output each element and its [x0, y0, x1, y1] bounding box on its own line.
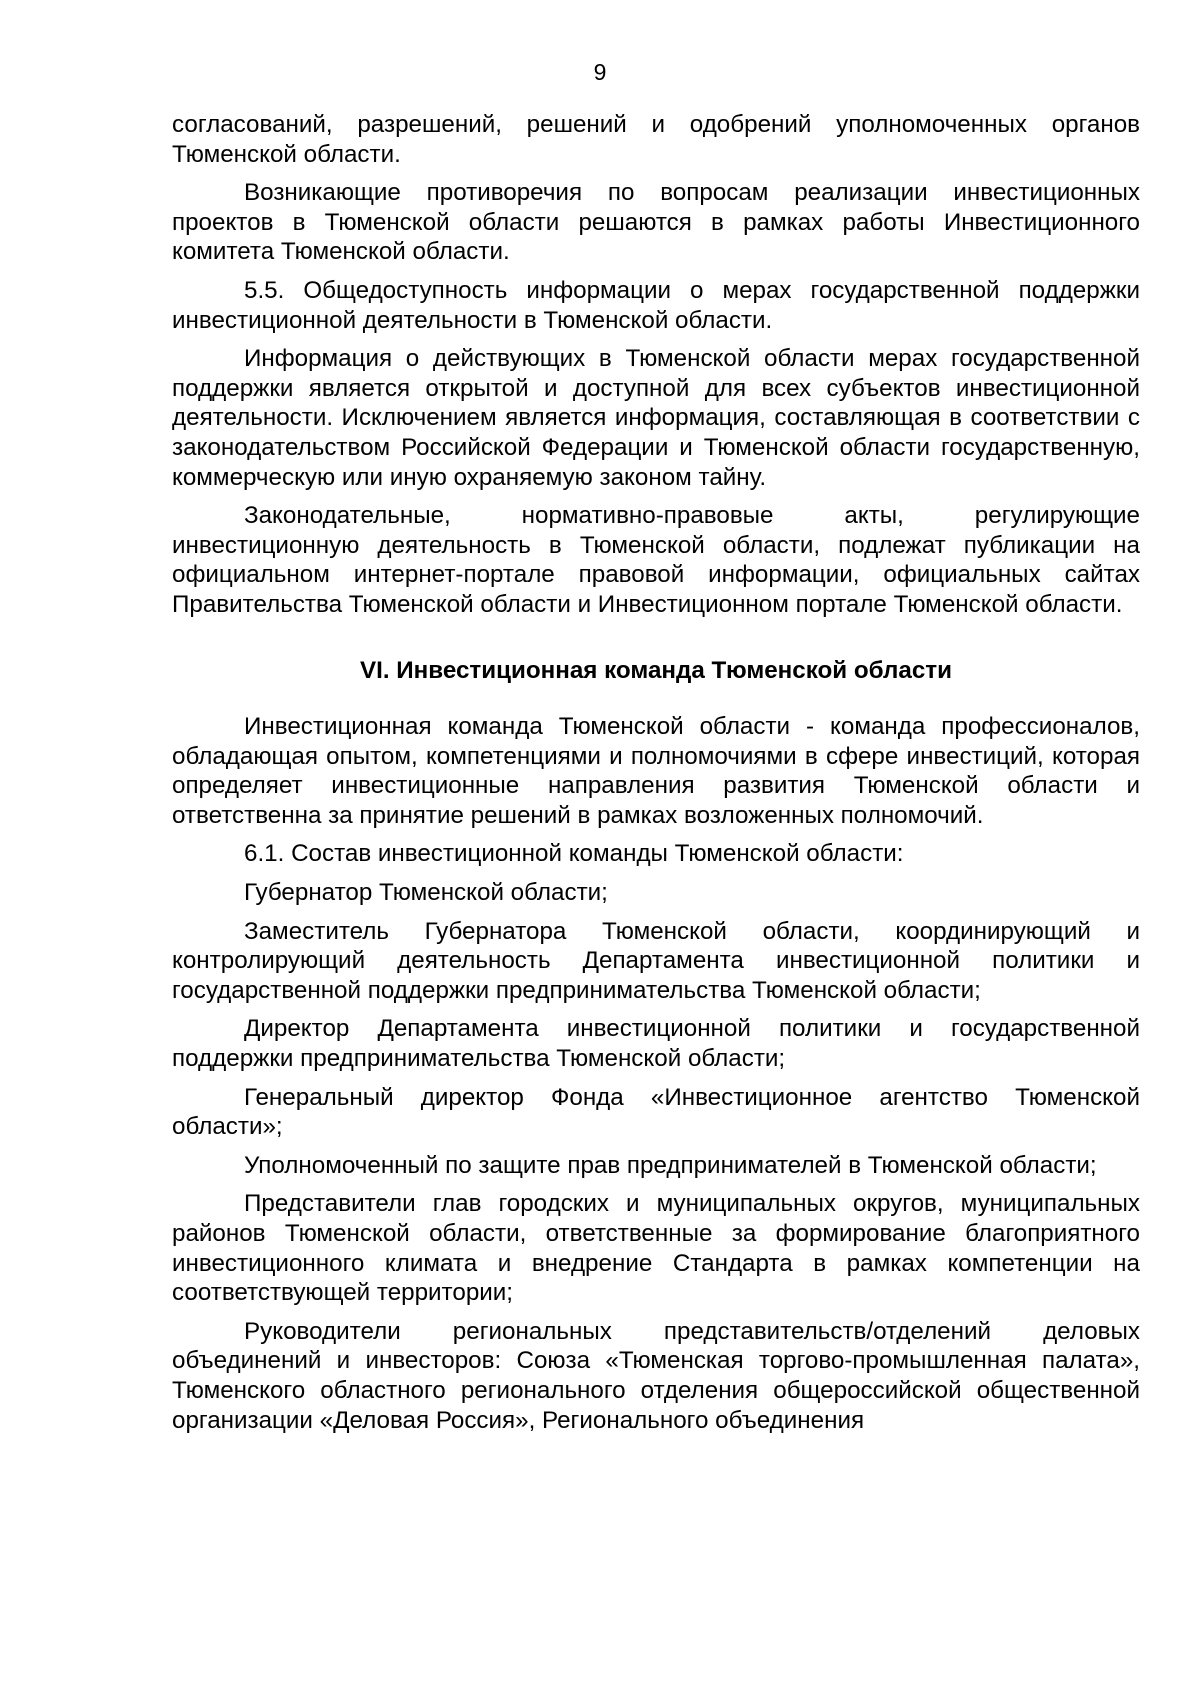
- paragraph: Возникающие противоречия по вопросам реализации инвестиционных проектов в Тюменской области решаются в рамках работы Инвестиционного комитета Тюменской области.: [172, 179, 1140, 266]
- paragraph: Инвестиционная команда Тюменской области - команда профессионалов, обладающая опытом, компетенциями и полномочиями в сфере инвестиций, которая определяет инвестиционные направления развития Тюменской области и ответственна за принятие решений в рамках возложенных полномочий.: [172, 713, 1140, 829]
- list-item: Генеральный директор Фонда «Инвестиционное агентство Тюменской области»;: [172, 1083, 1140, 1141]
- paragraph-continuation: согласований, разрешений, решений и одобрений уполномоченных органов Тюменской области.: [172, 111, 1140, 168]
- paragraph-clause-6-1: 6.1. Состав инвестиционной команды Тюменской области:: [244, 840, 904, 868]
- list-item: Заместитель Губернатора Тюменской области, координирующий и контролирующий деятельность Департамента инвестиционной политики и государственной поддержки предпринимательства Тюменской области;: [172, 917, 1140, 1004]
- page-number: 9: [593, 59, 607, 85]
- list-item: Представители глав городских и муниципальных округов, муниципальных районов Тюменской области, ответственные за формирование благоприятного инвестиционного климата и внедрение Стандарта в рамках компетенции на соответствующей территории;: [172, 1190, 1140, 1307]
- list-item: Губернатор Тюменской области;: [244, 879, 608, 907]
- paragraph-clause-5-5: 5.5. Общедоступность информации о мерах государственной поддержки инвестиционной деятельности в Тюменской области.: [172, 276, 1140, 334]
- section-heading: VI. Инвестиционная команда Тюменской области: [359, 656, 952, 684]
- list-item: Руководители региональных представительств/отделений деловых объединений и инвесторов: Союза «Тюменская торгово-промышленная палата», Тюменского областного регионального отделения общероссийской общественной организации «Деловая Россия», Регионального объединения: [172, 1317, 1140, 1434]
- list-item: Уполномоченный по защите прав предпринимателей в Тюменской области;: [244, 1151, 1097, 1179]
- paragraph: Законодательные, нормативно-правовые акты, регулирующие инвестиционную деятельность в Тюменской области, подлежат публикации на официальном интернет-портале правовой информации, официальных сайтах Правительства Тюменской области и Инвестиционном портале Тюменской области.: [172, 502, 1140, 618]
- list-item: Директор Департамента инвестиционной политики и государственной поддержки предпринимательства Тюменской области;: [172, 1015, 1140, 1073]
- paragraph: Информация о действующих в Тюменской области мерах государственной поддержки является открытой и доступной для всех субъектов инвестиционной деятельности. Исключением является информация, составляющая в соответствии с законодательством Российской Федерации и Тюменской области государственную, коммерческую или иную охраняемую законом тайну.: [172, 345, 1140, 491]
- document-body: [172, 110, 1140, 1444]
